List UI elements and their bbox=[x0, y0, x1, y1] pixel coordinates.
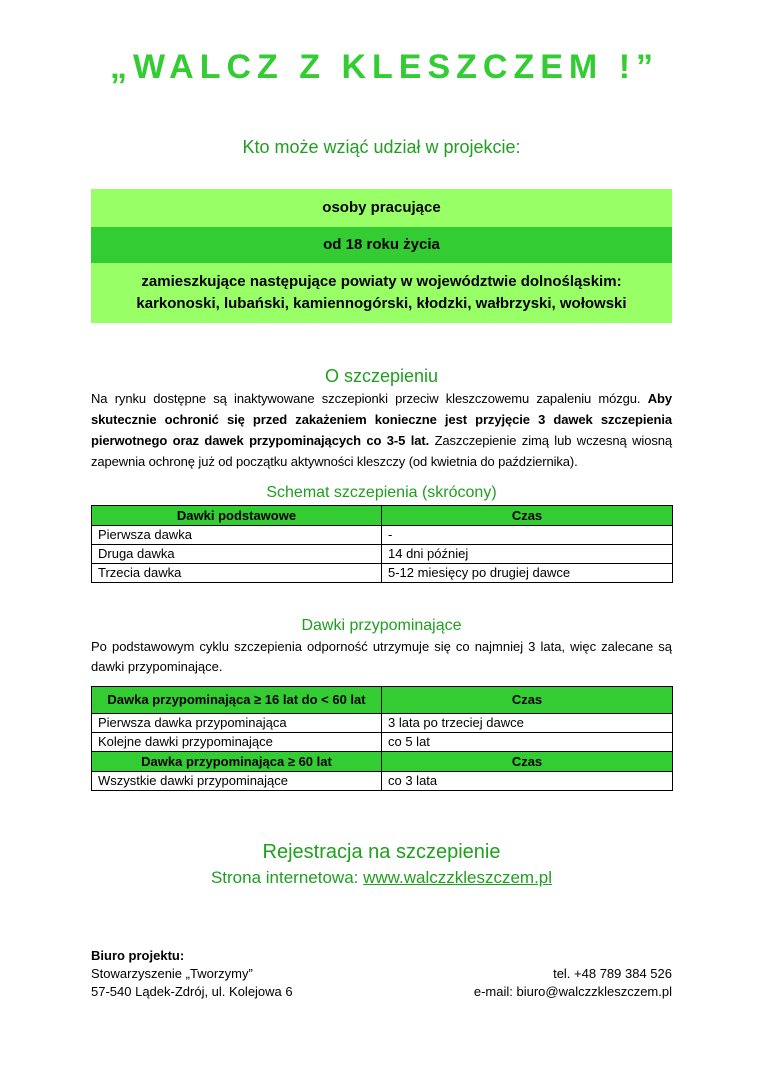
about-outro-text: Zaszczepienie zimą lub wczesną wiosną zapewnia ochronę już od początku aktywności kleszczy (od kwietnia do października). bbox=[91, 433, 672, 469]
eligibility-heading: Kto może wziąć udział w projekcie: bbox=[242, 137, 521, 157]
about-intro-text: Na rynku dostępne są inaktywowane szczepionki przeciw kleszczowemu zapaleniu mózgu. bbox=[91, 391, 641, 406]
dose-cell: Pierwsza dawka przypominająca bbox=[92, 714, 382, 733]
boosters-paragraph: Po podstawowym cyklu szczepienia odporność utrzymuje się co najmniej 3 lata, więc zalecane są dawki przypominające. bbox=[91, 639, 672, 674]
column-header-time: Czas bbox=[382, 687, 673, 714]
eligibility-residence-line: zamieszkujące następujące powiaty w województwie dolnośląskim: bbox=[141, 273, 622, 290]
dose-cell: Trzecia dawka bbox=[92, 564, 382, 583]
website-link[interactable]: www.walczzkleszczem.pl bbox=[363, 868, 553, 887]
column-header-time: Czas bbox=[382, 506, 673, 526]
eligibility-counties-line: karkonoski, lubański, kamiennogórski, kłodzki, wałbrzyski, wołowski bbox=[136, 295, 627, 312]
column-header-time: Czas bbox=[382, 752, 673, 772]
table-header-row bbox=[92, 687, 673, 714]
schedule-heading: Schemat szczepienia (skrócony) bbox=[266, 484, 497, 501]
about-emphasis-text: Aby skutecznie ochronić się przed zakażeniem konieczne jest przyjęcie 3 dawek szczepienia pierwotnego oraz dawek przypominających co 3-5 lat. bbox=[91, 391, 672, 448]
office-heading: Biuro projektu: bbox=[91, 948, 185, 963]
column-header-booster-16-60: Dawka przypominająca ≥ 16 lat do < 60 lat bbox=[92, 687, 382, 714]
column-header-booster-60-plus: Dawka przypominająca ≥ 60 lat bbox=[92, 752, 382, 772]
project-office-footer bbox=[91, 947, 672, 1001]
time-cell: 5-12 miesięcy po drugiej dawce bbox=[382, 564, 673, 583]
time-cell: 3 lata po trzeciej dawce bbox=[382, 714, 673, 733]
table-row bbox=[92, 733, 673, 752]
table-row bbox=[92, 564, 673, 583]
time-cell: - bbox=[382, 526, 673, 545]
campaign-title: „WALCZ Z KLESZCZEM !” bbox=[109, 48, 660, 86]
eligibility-employment-text: osoby pracujące bbox=[322, 199, 441, 216]
dose-cell: Kolejne dawki przypominające bbox=[92, 733, 382, 752]
flyer-content bbox=[91, 0, 672, 1001]
office-address-block bbox=[91, 947, 293, 1001]
office-organization: Stowarzyszenie „Tworzymy” bbox=[91, 966, 253, 981]
eligibility-row-employment bbox=[91, 189, 672, 227]
table-header-row bbox=[92, 506, 673, 526]
table-row bbox=[92, 545, 673, 564]
booster-group-under-60 bbox=[92, 687, 673, 752]
time-cell: co 3 lata bbox=[382, 772, 673, 791]
about-paragraph bbox=[91, 388, 672, 472]
dose-cell: Druga dawka bbox=[92, 545, 382, 564]
registration-heading: Rejestracja na szczepienie bbox=[262, 841, 501, 863]
booster-schedule-table bbox=[91, 686, 673, 791]
office-phone: tel. +48 789 384 526 bbox=[553, 966, 672, 981]
primary-schedule-table bbox=[91, 505, 673, 583]
booster-group-over-60 bbox=[92, 752, 673, 791]
eligibility-row-age bbox=[91, 227, 672, 263]
about-heading: O szczepieniu bbox=[324, 366, 439, 386]
dose-cell: Pierwsza dawka bbox=[92, 526, 382, 545]
office-contact-block bbox=[474, 947, 672, 1001]
eligibility-box bbox=[91, 189, 672, 323]
boosters-heading: Dawki przypominające bbox=[301, 617, 462, 634]
column-header-doses: Dawki podstawowe bbox=[92, 506, 382, 526]
eligibility-age-text: od 18 roku życia bbox=[323, 236, 440, 253]
registration-website-line bbox=[91, 867, 672, 889]
office-email: e-mail: biuro@walczzkleszczem.pl bbox=[473, 984, 672, 999]
office-address: 57-540 Lądek-Zdrój, ul. Kolejowa 6 bbox=[91, 984, 293, 999]
table-row bbox=[92, 526, 673, 545]
website-label: Strona internetowa: bbox=[210, 868, 359, 887]
table-row bbox=[92, 714, 673, 733]
time-cell: 14 dni później bbox=[382, 545, 673, 564]
time-cell: co 5 lat bbox=[382, 733, 673, 752]
eligibility-row-residence bbox=[91, 263, 672, 323]
table-row bbox=[92, 772, 673, 791]
table-header-row bbox=[92, 752, 673, 772]
dose-cell: Wszystkie dawki przypominające bbox=[92, 772, 382, 791]
